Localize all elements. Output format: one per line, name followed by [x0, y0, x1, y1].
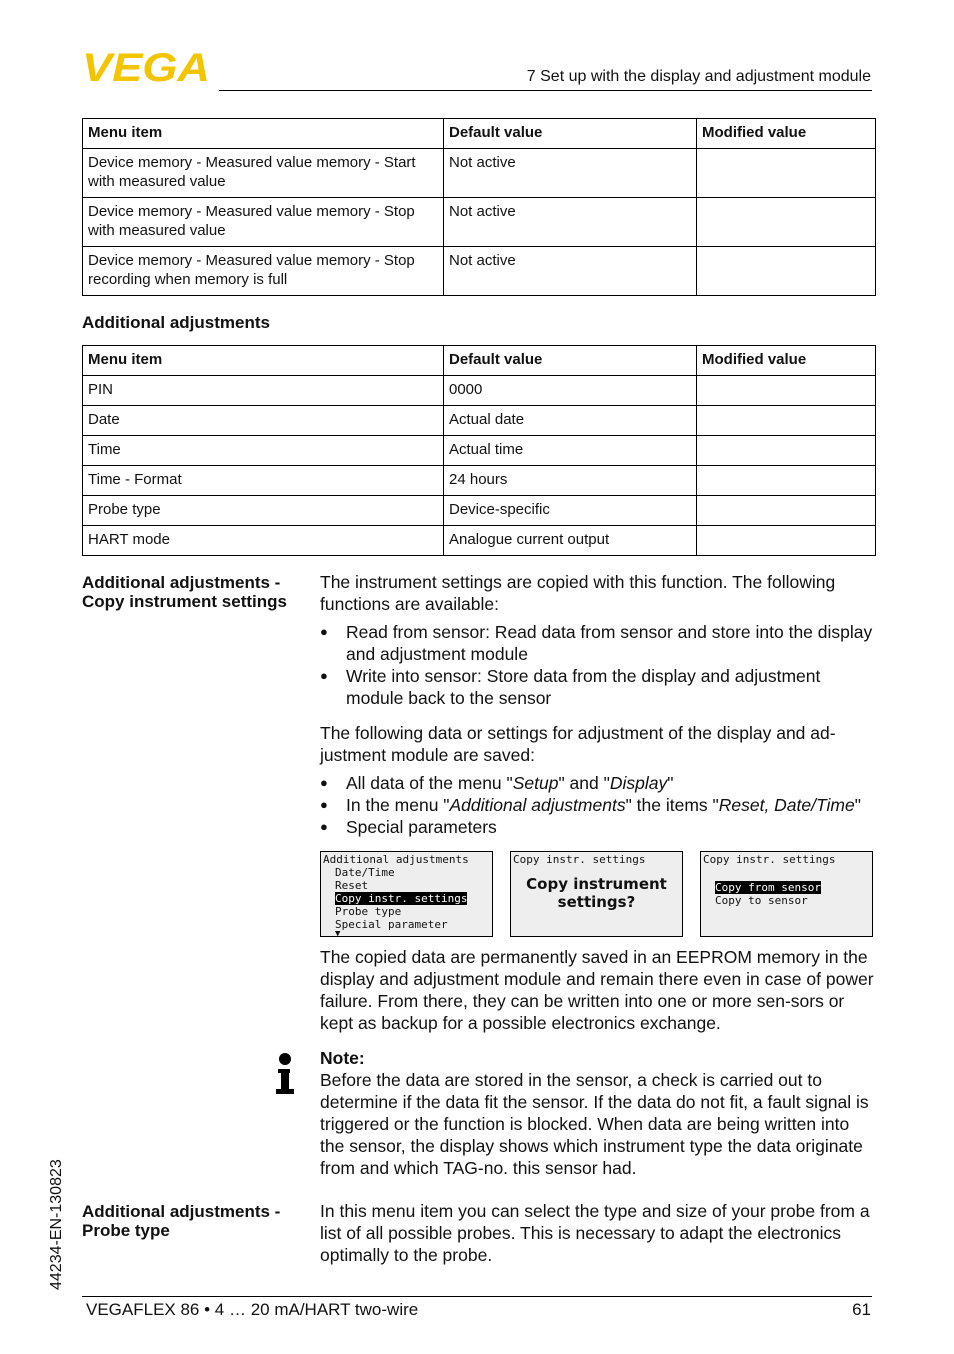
menu-name-display: Display: [609, 773, 668, 793]
text-fragment: " and ": [558, 773, 610, 793]
cell-modified-value: [697, 526, 876, 556]
probe-type-heading: [82, 1202, 307, 1240]
cell-modified-value: [697, 198, 876, 247]
header-section-title: 7 Set up with the display and adjustment module: [526, 68, 871, 85]
copy-functions-list: [320, 621, 875, 709]
device-memory-table: [82, 118, 876, 296]
note-text: Before the data are stored in the sensor, a check is carried out to determine if the data fit the sensor. If the data do not fit, a fault signal is triggered or the function is blocked. When data are being written into the sensor, the display shows which instrument type the data originate from and which TAG-no. this sensor had.: [320, 1070, 869, 1178]
lcd-option: Copy to sensor: [715, 894, 808, 907]
col-default-value: Default value: [444, 119, 697, 149]
lcd-additional-adjustments: [320, 851, 493, 937]
header-divider: [219, 90, 872, 91]
lcd-question-line2: settings?: [557, 893, 636, 911]
cell-default-value: Actual time: [444, 436, 697, 466]
additional-adjustments-table: [82, 345, 876, 556]
table-row: [83, 526, 876, 556]
vega-logo: [82, 50, 212, 84]
menu-items-reset-date: Reset, Date/Time: [718, 795, 855, 815]
copy-settings-heading: [82, 573, 307, 611]
table-row: [83, 466, 876, 496]
saved-data-intro: The following data or settings for adjustment of the display and ad-justment module are saved:: [320, 723, 836, 765]
lcd-menu-item: Reset: [335, 879, 369, 892]
table-row: [83, 406, 876, 436]
lcd-copy-options: [700, 851, 873, 937]
text-fragment: ": [854, 795, 861, 815]
list-item: [320, 772, 875, 794]
table-header-row: [83, 119, 876, 149]
lcd-copy-confirm: [510, 851, 683, 937]
table-row: [83, 496, 876, 526]
lcd-question: [513, 875, 680, 911]
table-row: [83, 376, 876, 406]
cell-menu-item: Date: [83, 406, 444, 436]
menu-name-setup: Setup: [512, 773, 559, 793]
cell-menu-item: Time: [83, 436, 444, 466]
note-block: [320, 1047, 875, 1179]
copy-settings-body: [320, 571, 875, 838]
probe-type-heading-line1: Additional adjustments -: [82, 1202, 281, 1221]
svg-text:VEGA: VEGA: [82, 50, 210, 84]
lcd-question-line1: Copy instrument: [526, 875, 667, 893]
cell-menu-item: PIN: [83, 376, 444, 406]
copy-settings-intro: The instrument settings are copied with this function. The following functions are available:: [320, 572, 836, 614]
lcd-menu-item: Date/Time: [335, 866, 395, 879]
lcd-menu-item: Special parameter: [335, 918, 448, 931]
cell-menu-item: Probe type: [83, 496, 444, 526]
list-item: ● Special parameters: [320, 816, 875, 838]
lcd-title: Copy instr. settings: [513, 853, 646, 866]
cell-menu-item: HART mode: [83, 526, 444, 556]
probe-type-text: In this menu item you can select the type and size of your probe from a list of all possible probes. This is necessary to adapt the electronics optimally to the probe.: [320, 1201, 870, 1265]
cell-menu-item: Device memory - Measured value memory - Stop with measured value: [83, 198, 444, 247]
document-number: 44234-EN-130823: [48, 1159, 65, 1290]
info-icon: [275, 1053, 295, 1095]
col-menu-item: Menu item: [83, 119, 444, 149]
cell-modified-value: [697, 247, 876, 296]
cell-menu-item: Device memory - Measured value memory - Start with measured value: [83, 149, 444, 198]
text-fragment: ": [667, 773, 674, 793]
saved-data-list: [320, 772, 875, 838]
col-default-value: Default value: [444, 346, 697, 376]
copy-settings-heading-line1: Additional adjustments -: [82, 573, 281, 592]
col-modified-value: Modified value: [697, 346, 876, 376]
footer-divider: [82, 1296, 872, 1297]
lcd-title: Additional adjustments: [323, 853, 469, 866]
note-title: Note:: [320, 1048, 365, 1068]
cell-modified-value: [697, 466, 876, 496]
table-header-row: [83, 346, 876, 376]
probe-type-heading-line2: Probe type: [82, 1221, 170, 1240]
lcd-menu-item: Probe type: [335, 905, 402, 918]
eeprom-paragraph: The copied data are permanently saved in an EEPROM memory in the display and adjustment module and remain there even in case of power failure. From there, they can be written into one or more sen-sors or kept as backup for a possible electronics exchange.: [320, 947, 874, 1033]
additional-adjustments-heading: Additional adjustments: [82, 313, 270, 332]
table-row: [83, 149, 876, 198]
cell-menu-item: Device memory - Measured value memory - Stop recording when memory is full: [83, 247, 444, 296]
lcd-menu-item-selected: Copy instr. settings: [335, 892, 468, 905]
cell-modified-value: [697, 376, 876, 406]
col-menu-item: Menu item: [83, 346, 444, 376]
cell-default-value: 24 hours: [444, 466, 697, 496]
lcd-option-selected: Copy from sensor: [715, 881, 821, 894]
col-modified-value: Modified value: [697, 119, 876, 149]
scroll-down-arrow-icon: ▼: [335, 929, 341, 939]
table-row: [83, 247, 876, 296]
list-item: ● Read from sensor: Read data from sensor and store into the display and adjustment module: [320, 621, 875, 665]
cell-modified-value: [697, 496, 876, 526]
cell-modified-value: [697, 149, 876, 198]
text-fragment: All data of the menu ": [346, 773, 513, 793]
cell-default-value: 0000: [444, 376, 697, 406]
cell-modified-value: [697, 436, 876, 466]
list-item: ● Write into sensor: Store data from the display and adjustment module back to the sensor: [320, 665, 875, 709]
cell-default-value: Not active: [444, 198, 697, 247]
footer-product: VEGAFLEX 86 • 4 … 20 mA/HART two-wire: [86, 1300, 419, 1319]
cell-default-value: Actual date: [444, 406, 697, 436]
footer-page-number: 61: [852, 1300, 871, 1319]
text-fragment: " the items ": [625, 795, 719, 815]
cell-default-value: Not active: [444, 149, 697, 198]
cell-default-value: Not active: [444, 247, 697, 296]
text-fragment: In the menu ": [346, 795, 450, 815]
table-row: [83, 198, 876, 247]
list-item: [320, 794, 875, 816]
cell-menu-item: Time - Format: [83, 466, 444, 496]
cell-default-value: Device-specific: [444, 496, 697, 526]
lcd-title: Copy instr. settings: [703, 853, 836, 866]
table-row: [83, 436, 876, 466]
cell-modified-value: [697, 406, 876, 436]
cell-default-value: Analogue current output: [444, 526, 697, 556]
copy-settings-heading-line2: Copy instrument settings: [82, 592, 287, 611]
menu-name-additional: Additional adjustments: [449, 795, 626, 815]
